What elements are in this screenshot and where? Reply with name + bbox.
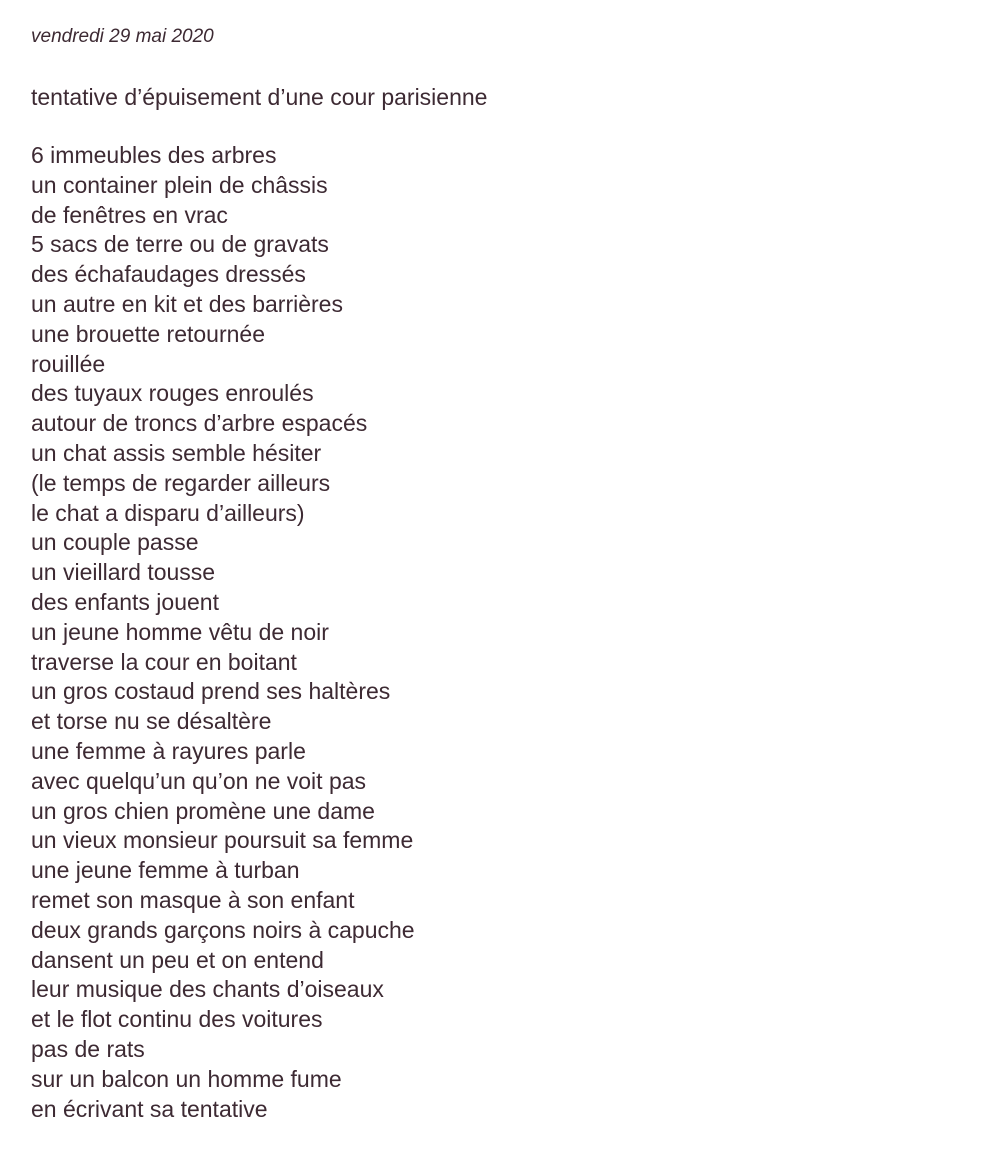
poem-line: sur un balcon un homme fume <box>31 1065 342 1092</box>
poem-line: autour de troncs d’arbre espacés <box>31 410 368 437</box>
poem-line: rouillée <box>31 350 106 377</box>
post-title: tentative d’épuisement d’une cour parisienne <box>31 84 488 110</box>
poem-line: un autre en kit et des barrières <box>31 290 343 317</box>
poem-line: une femme à rayures parle <box>31 737 306 764</box>
poem-line: des tuyaux rouges enroulés <box>31 380 314 407</box>
poem-line: un couple passe <box>31 529 199 556</box>
poem-line: traverse la cour en boitant <box>31 648 297 675</box>
poem-line: un chat assis semble hésiter <box>31 439 322 466</box>
poem-line: un jeune homme vêtu de noir <box>31 618 329 645</box>
poem-line: en écrivant sa tentative <box>31 1095 268 1122</box>
poem-line: remet son masque à son enfant <box>31 886 355 913</box>
poem-line: (le temps de regarder ailleurs <box>31 469 331 496</box>
poem-line: un gros chien promène une dame <box>31 797 375 824</box>
poem-line: un container plein de châssis <box>31 171 328 198</box>
poem-line: dansent un peu et on entend <box>31 946 324 973</box>
poem-line: un vieillard tousse <box>31 559 216 586</box>
poem-line: des enfants jouent <box>31 588 219 615</box>
poem-line: des échafaudages dressés <box>31 261 306 288</box>
poem-line: le chat a disparu d’ailleurs) <box>31 499 305 526</box>
post-date: vendredi 29 mai 2020 <box>31 26 214 47</box>
poem-line: et le flot continu des voitures <box>31 1006 323 1033</box>
poem-line: 5 sacs de terre ou de gravats <box>31 231 329 258</box>
poem-line: une brouette retournée <box>31 320 266 347</box>
poem-line: deux grands garçons noirs à capuche <box>31 916 415 943</box>
poem-line: une jeune femme à turban <box>31 857 300 884</box>
poem-line: et torse nu se désaltère <box>31 708 272 735</box>
poem-line: de fenêtres en vrac <box>31 201 228 228</box>
poem-line: 6 immeubles des arbres <box>31 142 277 168</box>
poem-line: un vieux monsieur poursuit sa femme <box>31 827 414 854</box>
poem-body <box>31 141 415 1124</box>
poem-line: avec quelqu’un qu’on ne voit pas <box>31 767 367 794</box>
poem-line: pas de rats <box>31 1035 145 1062</box>
poem-line: leur musique des chants d’oiseaux <box>31 976 384 1003</box>
poem-line: un gros costaud prend ses haltères <box>31 678 391 705</box>
